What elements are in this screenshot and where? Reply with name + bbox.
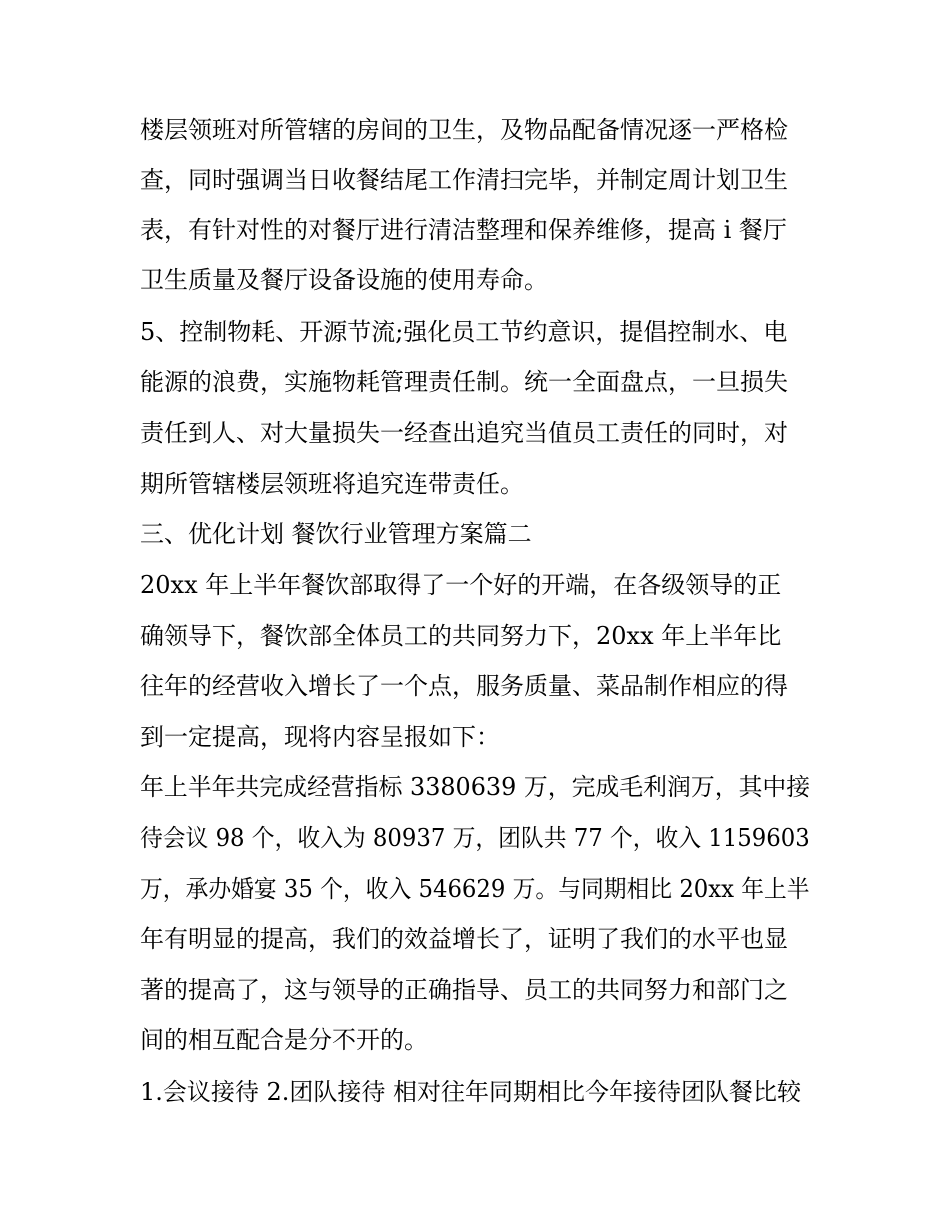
section-heading: 三、优化计划 餐饮行业管理方案篇二	[140, 520, 532, 548]
text-line: 楼层领班对所管辖的房间的卫生，及物品配备情况逐一严格检	[140, 116, 788, 144]
text-line: 5、控制物耗、开源节流;强化员工节约意识，提倡控制水、电	[140, 318, 788, 346]
text-line: 年上半年共完成经营指标 3380639 万，完成毛利润万，其中接	[140, 773, 811, 801]
text-line: 期所管辖楼层领班将追究连带责任。	[140, 470, 524, 498]
text-line: 年有明显的提高，我们的效益增长了，证明了我们的水平也显	[140, 925, 788, 953]
text-line: 间的相互配合是分不开的。	[140, 1026, 428, 1054]
text-line: 往年的经营收入增长了一个点，服务质量、菜品制作相应的得	[140, 672, 788, 700]
text-line: 万，承办婚宴 35 个，收入 546629 万。与同期相比 20xx 年上半	[140, 875, 810, 903]
text-line: 1.会议接待 2.团队接待 相对往年同期相比今年接待团队餐比较	[140, 1078, 802, 1106]
text-line: 待会议 98 个，收入为 80937 万，团队共 77 个，收入 1159603	[140, 824, 810, 852]
text-line: 能源的浪费，实施物耗管理责任制。统一全面盘点，一旦损失	[140, 368, 788, 396]
text-line: 责任到人、对大量损失一经查出追究当值员工责任的同时，对	[140, 419, 788, 447]
text-line: 表，有针对性的对餐厅进行清洁整理和保养维修，提高 i 餐厅	[140, 216, 787, 244]
text-line: 卫生质量及餐厅设备设施的使用寿命。	[140, 266, 548, 294]
text-line: 到一定提高，现将内容呈报如下：	[140, 723, 500, 751]
text-line: 20xx 年上半年餐饮部取得了一个好的开端，在各级领导的正	[140, 571, 782, 599]
text-line: 著的提高了，这与领导的正确指导、员工的共同努力和部门之	[140, 976, 788, 1004]
text-line: 查，同时强调当日收餐结尾工作清扫完毕，并制定周计划卫生	[140, 166, 788, 194]
text-line: 确领导下，餐饮部全体员工的共同努力下，20xx 年上半年比	[140, 622, 782, 650]
